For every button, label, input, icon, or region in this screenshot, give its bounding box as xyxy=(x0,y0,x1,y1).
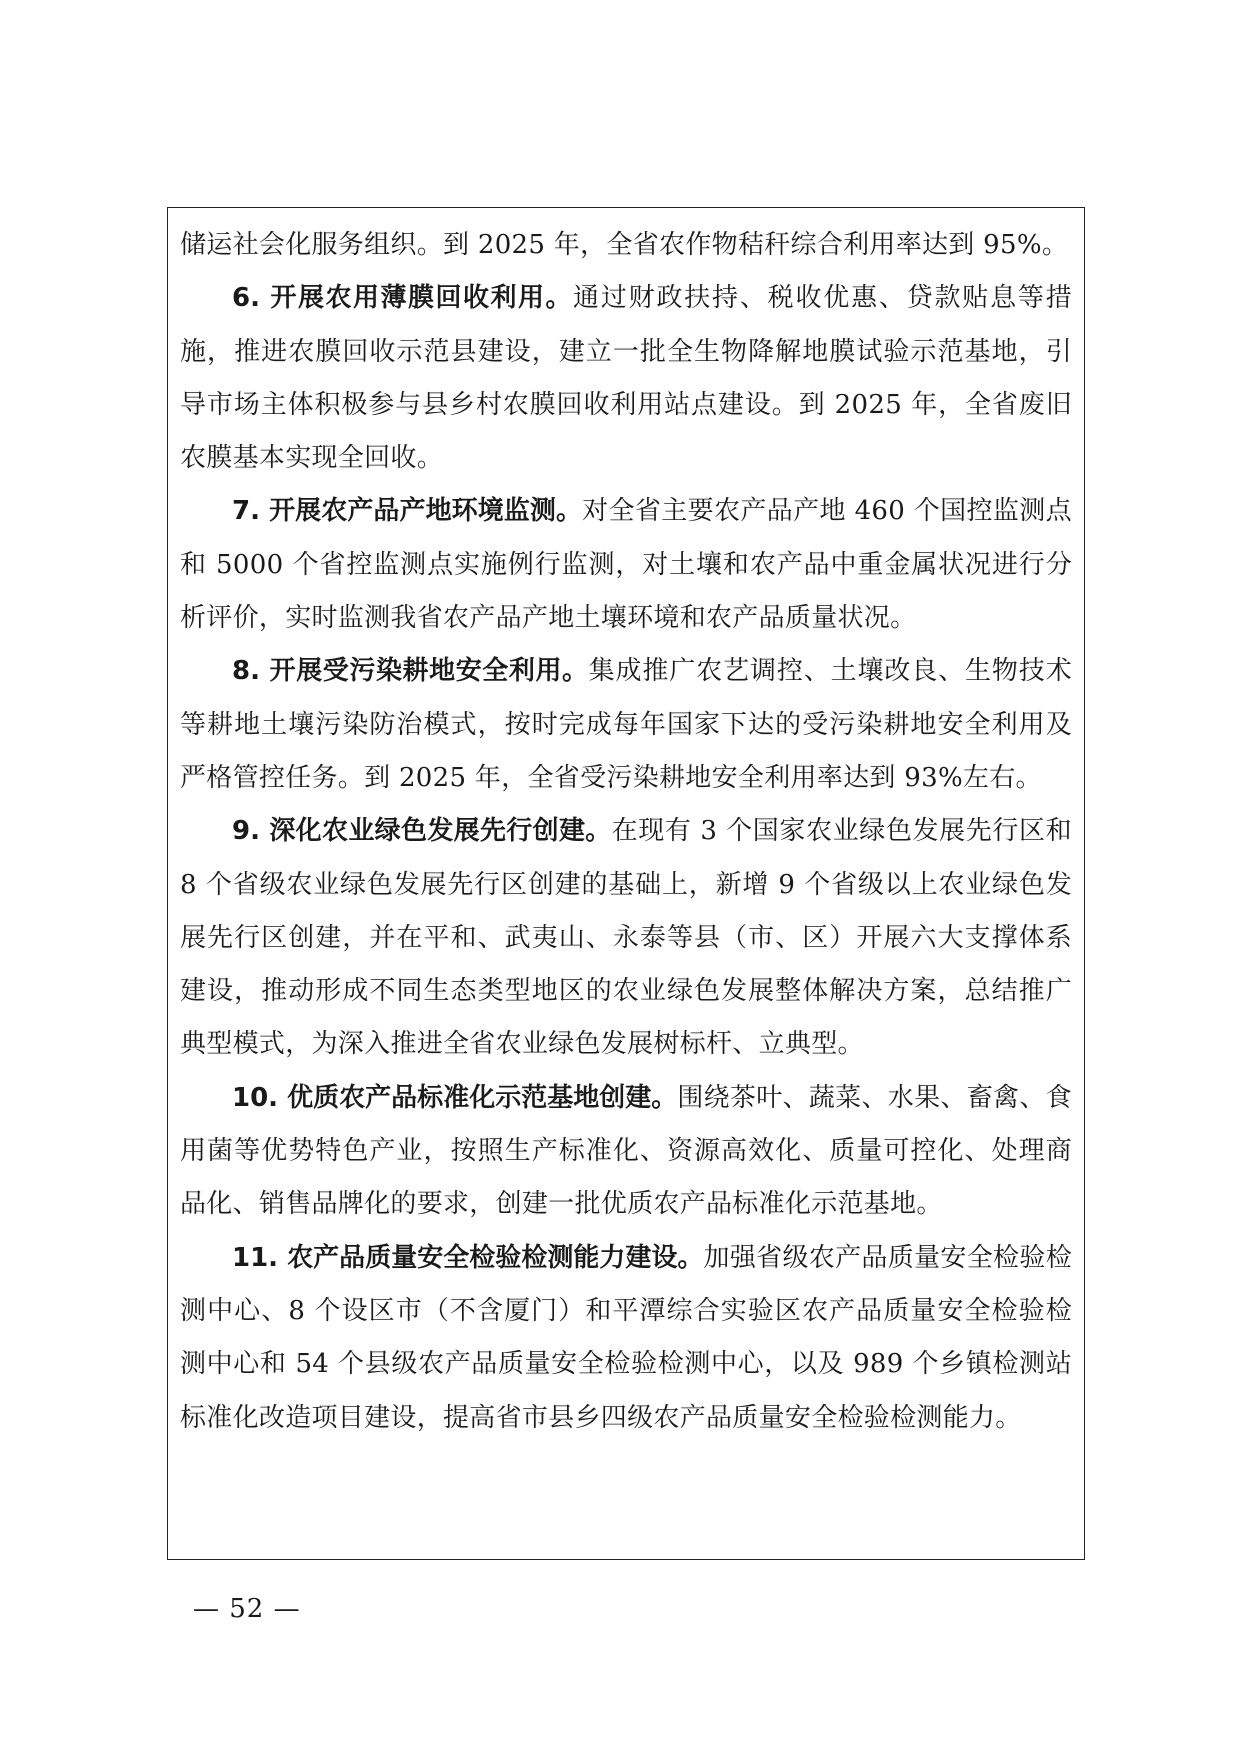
paragraph-item-11 xyxy=(180,1232,1072,1445)
paragraph-text: 围绕茶叶、蔬菜、水果、畜禽、食用菌等优势特色产业，按照生产标准化、资源高效化、质量可控化、处理商品化、销售品牌化的要求，创建一批优质农产品标准化示范基地。 xyxy=(180,1082,1072,1220)
paragraph-item-8 xyxy=(180,645,1072,805)
paragraph-item-6 xyxy=(180,272,1072,485)
paragraph-continuation xyxy=(180,219,1072,272)
paragraph-heading: 7. 开展农产品产地环境监测。 xyxy=(232,496,583,527)
paragraph-heading: 8. 开展受污染耕地安全利用。 xyxy=(232,656,589,687)
paragraph-heading: 6. 开展农用薄膜回收利用。 xyxy=(232,283,574,314)
paragraph-text: 通过财政扶持、税收优惠、贷款贴息等措施，推进农膜回收示范县建设，建立一批全生物降解地膜试验示范基地，引导市场主体积极参与县乡村农膜回收利用站点建设。到 2025 年，全省废旧农膜基本实现全回收。 xyxy=(180,283,1072,474)
paragraph-heading: 9. 深化农业绿色发展先行创建。 xyxy=(232,816,612,847)
paragraph-text: 储运社会化服务组织。到 2025 年，全省农作物秸秆综合利用率达到 95%。 xyxy=(180,230,1069,260)
paragraph-item-10 xyxy=(180,1072,1072,1232)
paragraph-text: 加强省级农产品质量安全检验检测中心、8 个设区市（不含厦门）和平潭综合实验区农产品质量安全检验检测中心和 54 个县级农产品质量安全检验检测中心，以及 989 个乡镇检测站标准化改造项目建设，提高省市县乡四级农产品质量安全检验检测能力。 xyxy=(180,1242,1072,1433)
paragraph-item-9 xyxy=(180,805,1072,1071)
page-number: — 52 — xyxy=(193,1594,301,1624)
content-frame xyxy=(167,207,1085,1560)
paragraph-item-7 xyxy=(180,485,1072,645)
paragraph-text: 集成推广农艺调控、土壤改良、生物技术等耕地土壤污染防治模式，按时完成每年国家下达的受污染耕地安全利用及严格管控任务。到 2025 年，全省受污染耕地安全利用率达到 93%左右。 xyxy=(180,656,1072,793)
paragraph-text: 对全省主要农产品产地 460 个国控监测点和 5000 个省控监测点实施例行监测，对土壤和农产品中重金属状况进行分析评价，实时监测我省农产品产地土壤环境和农产品质量状况。 xyxy=(180,496,1072,634)
paragraph-text: 在现有 3 个国家农业绿色发展先行区和 8 个省级农业绿色发展先行区创建的基础上，新增 9 个省级以上农业绿色发展先行区创建，并在平和、武夷山、永泰等县（市、区）开展六大支撑体系建设，推动形成不同生态类型地区的农业绿色发展整体解决方案，总结推广典型模式，为深入推进全省农业绿色发展树标杆、立典型。 xyxy=(180,816,1072,1060)
paragraph-heading: 11. 农产品质量安全检验检测能力建设。 xyxy=(232,1242,704,1273)
paragraph-heading: 10. 优质农产品标准化示范基地创建。 xyxy=(232,1082,678,1113)
